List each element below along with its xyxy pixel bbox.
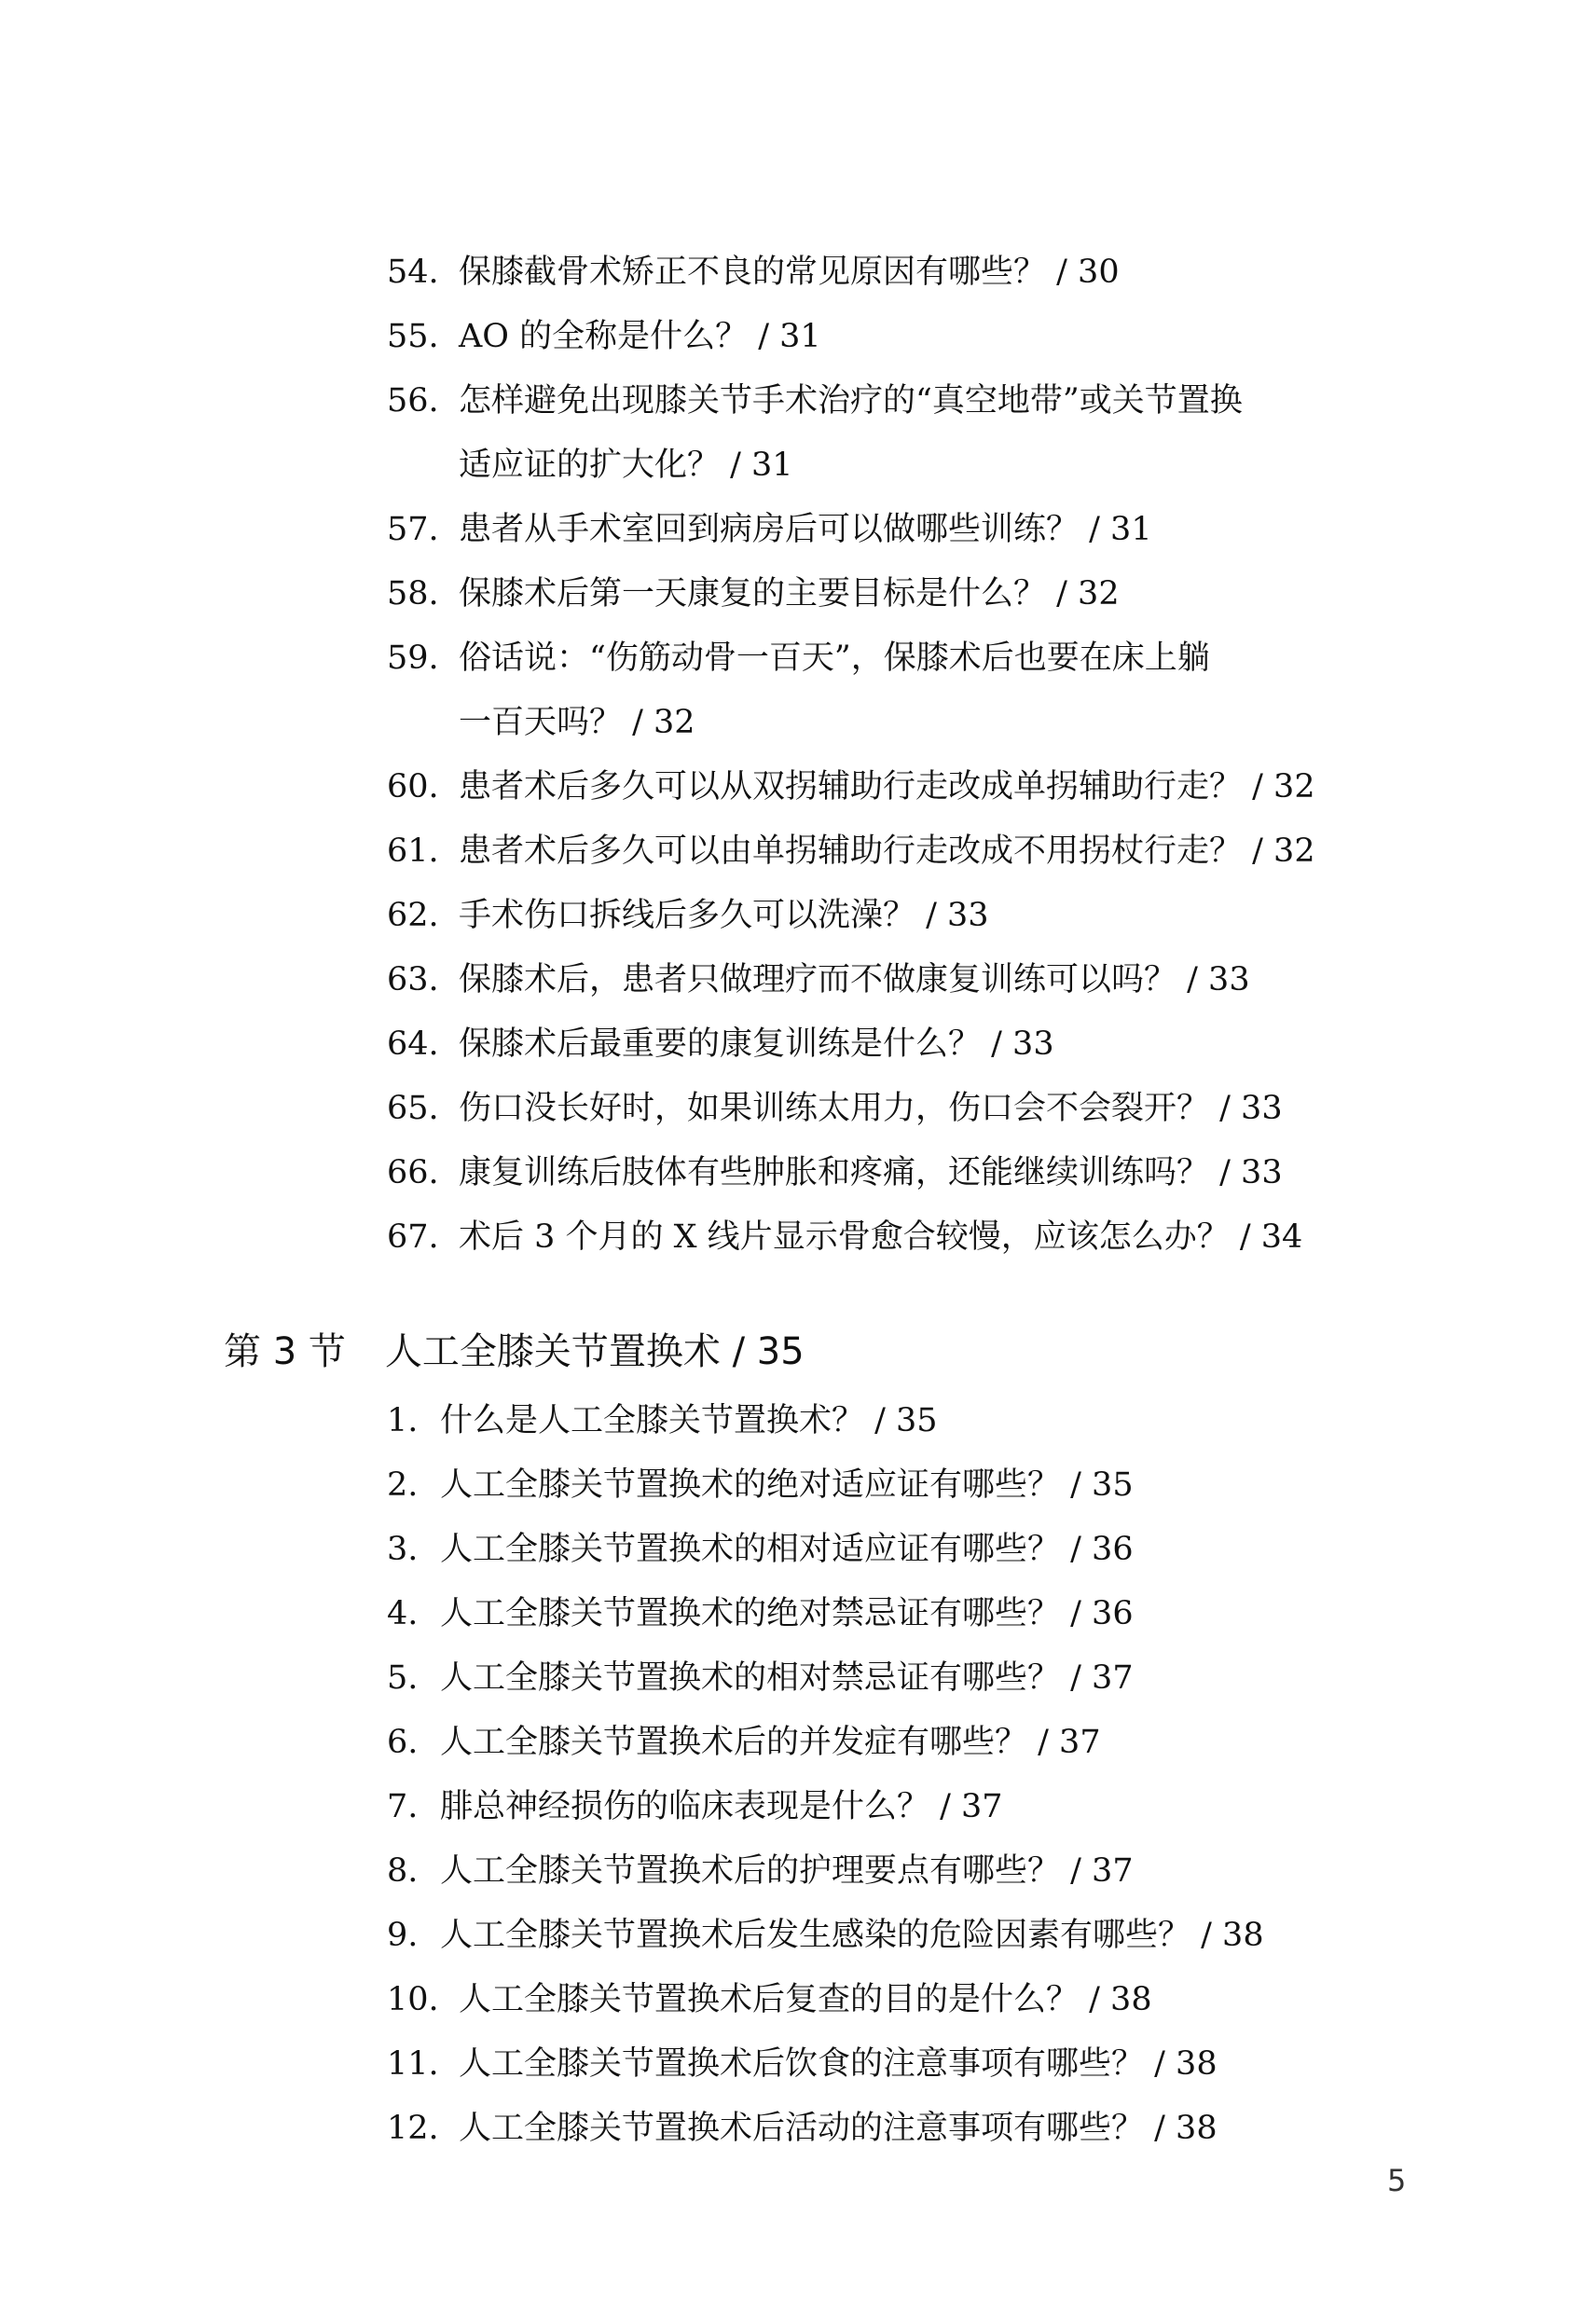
toc-entry-number: 12.: [387, 2110, 439, 2147]
toc-entry-number: 56.: [387, 382, 439, 420]
toc-entry-text: 保膝术后最重要的康复训练是什么？ / 33: [459, 1025, 1054, 1063]
toc-entry-number: 57.: [387, 511, 439, 548]
toc-entry: [387, 241, 1459, 305]
toc-entry: [387, 1141, 1459, 1205]
toc-entry-number: 66.: [387, 1154, 439, 1191]
toc-entry-text: 保膝截骨术矫正不良的常见原因有哪些？ / 30: [459, 254, 1120, 291]
page-number: 5: [1387, 2163, 1407, 2198]
toc-entry-text: 人工全膝关节置换术后活动的注意事项有哪些？ / 38: [459, 2110, 1218, 2147]
toc-entry-text: 患者术后多久可以从双拐辅助行走改成单拐辅助行走？ / 32: [459, 768, 1315, 805]
toc-entry-text: 腓总神经损伤的临床表现是什么？ / 37: [440, 1788, 1003, 1825]
toc-list-top: [387, 241, 1459, 1270]
toc-entry-text: 一百天吗？ / 32: [459, 704, 695, 741]
toc-entry: [387, 1582, 1459, 1646]
toc-entry-number: 9.: [387, 1917, 419, 1954]
toc-entry-number: 2.: [387, 1466, 419, 1504]
toc-entry-number: 62.: [387, 897, 439, 934]
toc-entry-text: 人工全膝关节置换术的绝对禁忌证有哪些？ / 36: [440, 1595, 1134, 1632]
toc-entry: [387, 691, 1459, 755]
toc-entry-number: 8.: [387, 1852, 419, 1890]
toc-entry: [387, 2097, 1459, 2161]
section-label: 第 3 节: [224, 1330, 346, 1373]
toc-entry: [387, 1904, 1459, 1968]
toc-entry: [387, 1646, 1459, 1711]
toc-entry-number: 67.: [387, 1218, 439, 1256]
toc-entry: [387, 498, 1459, 562]
toc-entry-number: 61.: [387, 833, 439, 870]
toc-list-section: [387, 1389, 1459, 2161]
toc-entry: [387, 1012, 1459, 1077]
toc-entry: [387, 819, 1459, 884]
toc-entry-text: 人工全膝关节置换术的相对适应证有哪些？ / 36: [440, 1531, 1134, 1568]
toc-entry-text: 适应证的扩大化？ / 31: [459, 447, 793, 484]
toc-entry: [387, 562, 1459, 626]
toc-entry-number: 10.: [387, 1981, 439, 2018]
toc-entry: [387, 1968, 1459, 2032]
toc-entry: [387, 305, 1459, 369]
toc-entry-number: 55.: [387, 318, 439, 355]
toc-entry: [387, 369, 1459, 434]
toc-entry: [387, 1389, 1459, 1453]
toc-entry-number: 6.: [387, 1724, 419, 1761]
section-title: 人工全膝关节置换术 / 35: [384, 1330, 805, 1373]
toc-entry-text: 俗话说：“伤筋动骨一百天”，保膝术后也要在床上躺: [459, 640, 1210, 677]
toc-entry-text: 人工全膝关节置换术后复查的目的是什么？ / 38: [459, 1981, 1152, 2018]
toc-entry-number: 5.: [387, 1659, 419, 1697]
toc-entry-text: 人工全膝关节置换术后的并发症有哪些？ / 37: [440, 1724, 1101, 1761]
toc-entry-text: 人工全膝关节置换术的相对禁忌证有哪些？ / 37: [440, 1659, 1134, 1697]
toc-entry: [387, 1077, 1459, 1141]
toc-entry-text: 什么是人工全膝关节置换术？ / 35: [440, 1402, 938, 1439]
toc-entry: [387, 948, 1459, 1012]
toc-entry-text: 伤口没长好时，如果训练太用力，伤口会不会裂开？ / 33: [459, 1090, 1283, 1127]
toc-entry: [387, 884, 1459, 948]
toc-entry: [387, 755, 1459, 819]
toc-entry: [387, 2032, 1459, 2097]
toc-entry-number: 59.: [387, 640, 439, 677]
toc-entry-number: 65.: [387, 1090, 439, 1127]
toc-entry-text: 术后 3 个月的 X 线片显示骨愈合较慢，应该怎么办？ / 34: [459, 1218, 1303, 1256]
toc-entry-number: 3.: [387, 1531, 419, 1568]
toc-entry-text: 保膝术后第一天康复的主要目标是什么？ / 32: [459, 575, 1120, 612]
toc-entry-number: 60.: [387, 768, 439, 805]
toc-entry: [387, 1453, 1459, 1518]
toc-entry: [387, 434, 1459, 498]
toc-entry-text: 患者术后多久可以由单拐辅助行走改成不用拐杖行走？ / 32: [459, 833, 1315, 870]
toc-entry-text: 人工全膝关节置换术后发生感染的危险因素有哪些？ / 38: [440, 1917, 1264, 1954]
toc-entry-text: 手术伤口拆线后多久可以洗澡？ / 33: [459, 897, 989, 934]
toc-entry-text: 康复训练后肢体有些肿胀和疼痛，还能继续训练吗？ / 33: [459, 1154, 1283, 1191]
toc-entry: [387, 1205, 1459, 1270]
toc-entry-number: 54.: [387, 254, 439, 291]
toc-entry: [387, 1711, 1459, 1775]
toc-entry: [387, 1839, 1459, 1904]
toc-entry-text: 人工全膝关节置换术后的护理要点有哪些？ / 37: [440, 1852, 1134, 1890]
toc-entry-text: 患者从手术室回到病房后可以做哪些训练？ / 31: [459, 511, 1152, 548]
toc-entry-number: 4.: [387, 1595, 419, 1632]
toc-entry-text: 怎样避免出现膝关节手术治疗的“真空地带”或关节置换: [459, 382, 1243, 420]
toc-entry-number: 11.: [387, 2045, 439, 2083]
toc-entry-text: 人工全膝关节置换术的绝对适应证有哪些？ / 35: [440, 1466, 1134, 1504]
toc-entry-text: AO 的全称是什么？ / 31: [459, 318, 821, 355]
toc-entry-number: 58.: [387, 575, 439, 612]
toc-entry-number: 63.: [387, 961, 439, 998]
toc-entry-text: 人工全膝关节置换术后饮食的注意事项有哪些？ / 38: [459, 2045, 1218, 2083]
toc-entry-number: 1.: [387, 1402, 419, 1439]
toc-entry-text: 保膝术后，患者只做理疗而不做康复训练可以吗？ / 33: [459, 961, 1250, 998]
toc-entry: [387, 1775, 1459, 1839]
toc-entry-number: 64.: [387, 1025, 439, 1063]
toc-entry: [387, 1518, 1459, 1582]
toc-entry: [387, 626, 1459, 691]
section-heading: [224, 1324, 805, 1380]
toc-entry-number: 7.: [387, 1788, 419, 1825]
